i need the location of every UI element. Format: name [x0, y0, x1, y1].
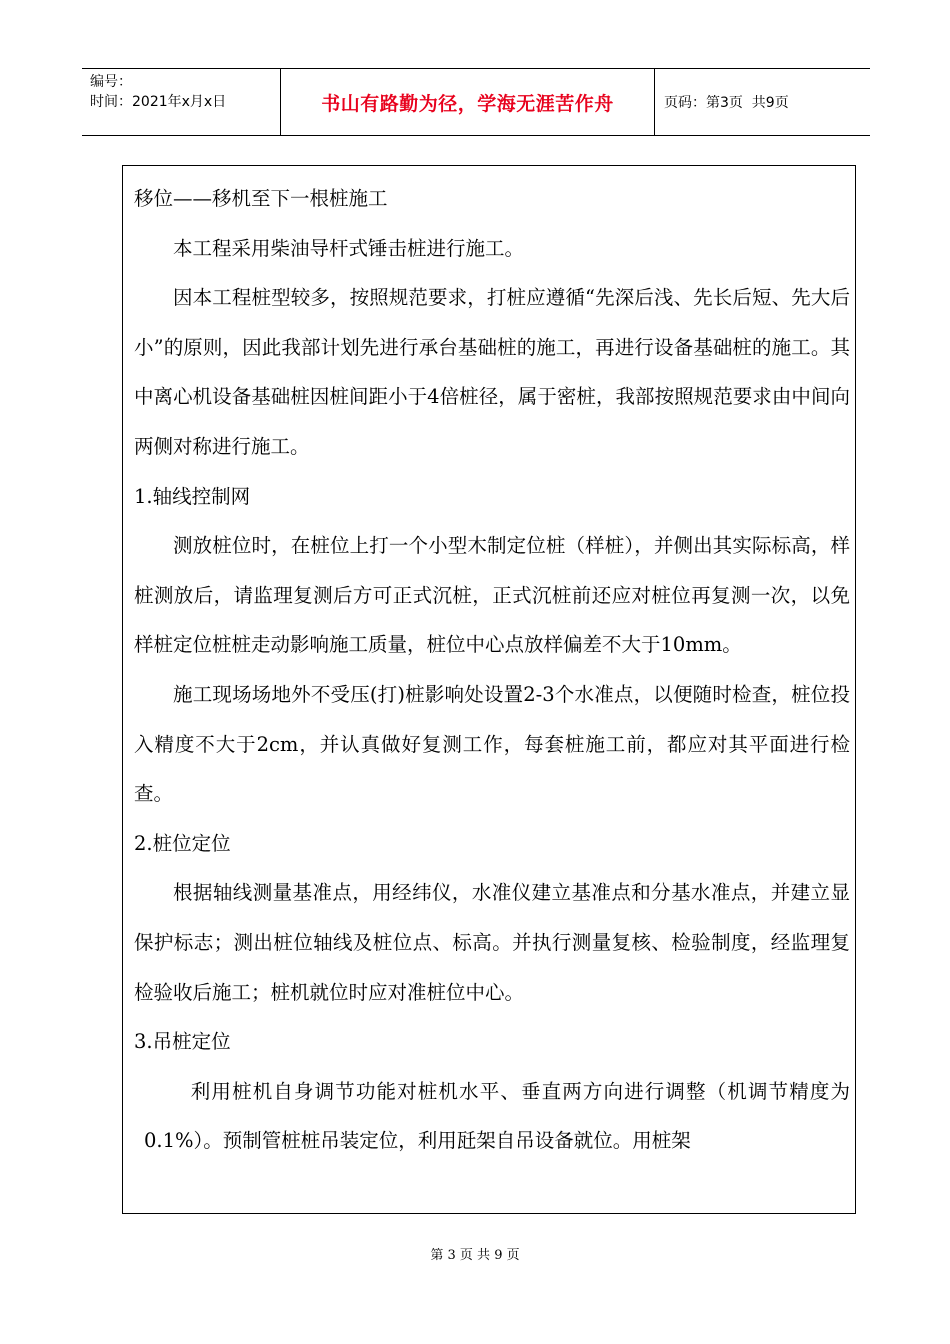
document-date-label: 时间：2021年x月x日 — [90, 94, 227, 110]
header-slogan: 书山有路勤为径，学海无涯苦作舟 — [281, 69, 655, 135]
body-paragraph: 根据轴线测量基准点，用经纬仪，水准仪建立基准点和分基水准点，并建立显保护标志；测出桩位轴线及桩位点、标高。并执行测量复核、检验制度，经监理复检验收后施工；桩机就位时应对准桩位中心。 — [134, 881, 850, 1004]
page-footer: 第 3 页 共 9 页 — [430, 1248, 520, 1263]
section-heading: 3.吊桩定位 — [134, 1030, 231, 1054]
section-heading: 1.轴线控制网 — [134, 484, 251, 508]
body-paragraph: 本工程采用柴油导杆式锤击桩进行施工。 — [173, 236, 525, 260]
body-paragraph: 施工现场场地外不受压(打)桩影响处设置2-3个水准点，以便随时检查，桩位投入精度不大于2cm，并认真做好复测工作，每套桩施工前，都应对其平面进行检查。 — [134, 682, 850, 806]
header-page-cell — [655, 69, 870, 135]
document-body — [134, 174, 850, 1166]
body-paragraph: 因本工程桩型较多，按照规范要求，打桩应遵循“先深后浅、先长后短、先大后小”的原则，因此我部计划先进行承台基础桩的施工，再进行设备基础桩的施工。其中离心机设备基础桩因桩间距小于4倍桩径，属于密桩，我部按照规范要求由中间向两侧对称进行施工。 — [134, 286, 850, 458]
section-heading: 2.桩位定位 — [134, 831, 231, 855]
body-paragraph: 利用桩机自身调节功能对桩机水平、垂直两方向进行调整（机调节精度为0.1%）。预制管桩桩吊装定位，利用瓩架自吊设备就位。用桩架 — [144, 1079, 850, 1153]
header-info-cell — [82, 69, 281, 135]
header-page-label: 页码：第3页 共9页 — [664, 95, 789, 111]
step-heading: 移位——移机至下一根桩施工 — [134, 187, 388, 210]
document-number-label: 编号： — [90, 74, 132, 90]
header-table — [82, 68, 870, 136]
body-paragraph: 测放桩位时，在桩位上打一个小型木制定位桩（样桩），并侧出其实际标高，样桩测放后，请监理复测后方可正式沉桩，正式沉桩前还应对桩位再复测一次，以免样桩定位桩桩走动影响施工质量，桩位中心点放样偏差不大于10mm。 — [134, 534, 850, 657]
content-box — [122, 165, 856, 1214]
